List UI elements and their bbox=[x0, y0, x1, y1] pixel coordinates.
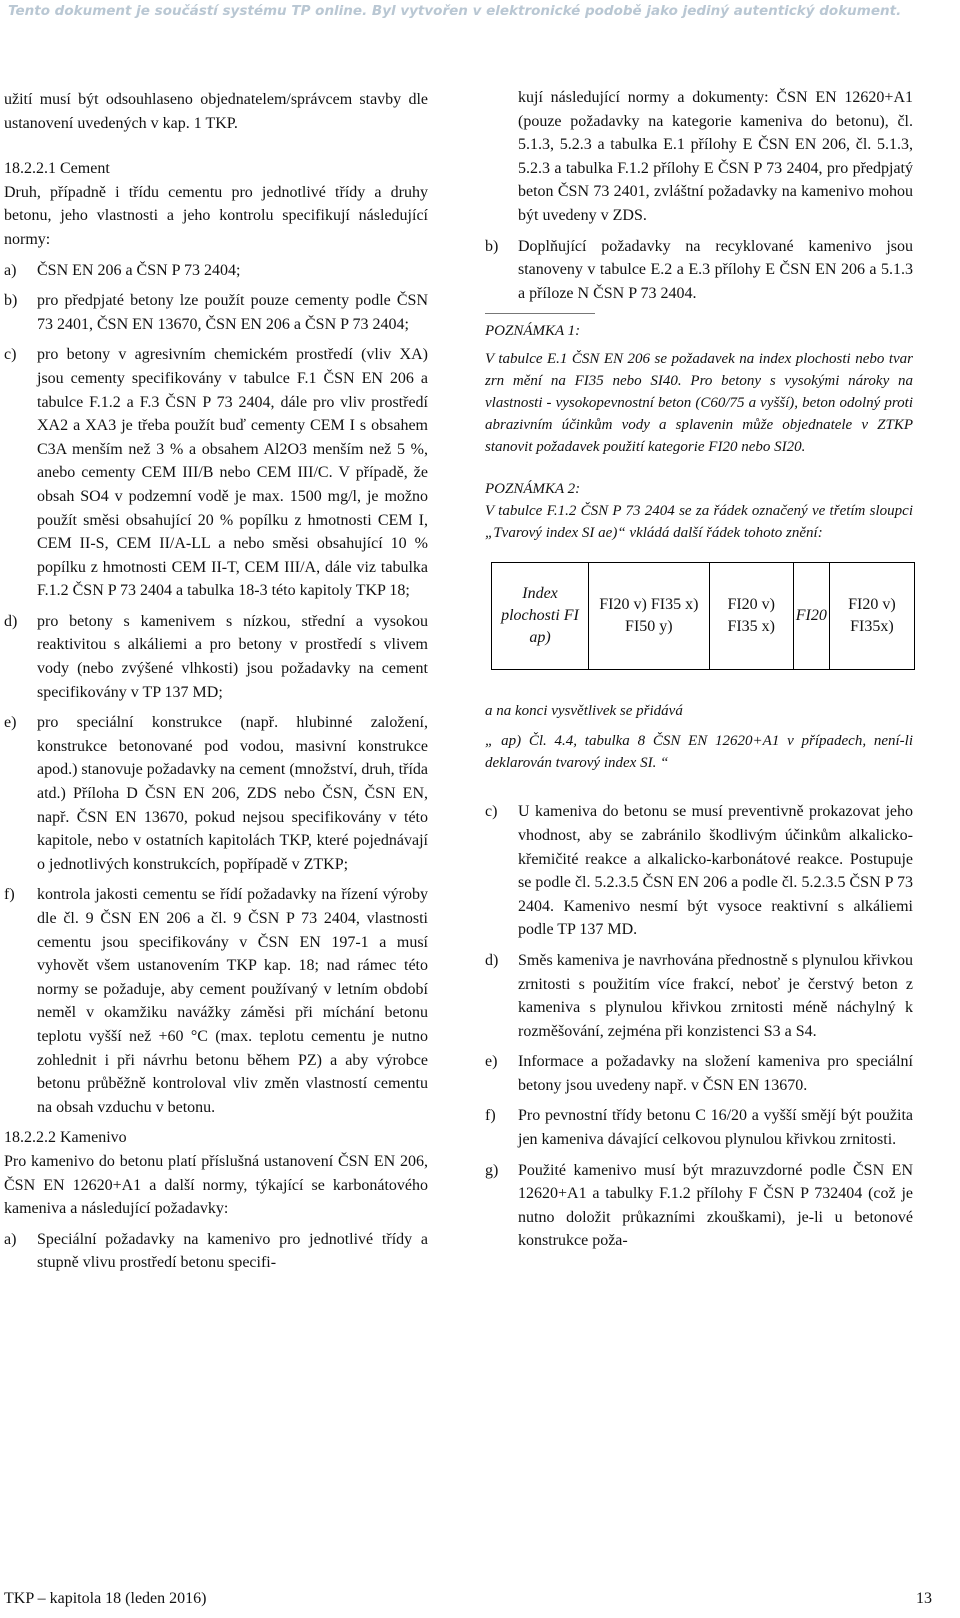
flatness-index-table bbox=[491, 562, 915, 670]
page-number: 13 bbox=[916, 1590, 932, 1607]
cement-item-f: f) kontrola jakosti cementu se řídí požadavky na řízení výroby dle čl. 9 ČSN EN 206 a čl. 9 ČSN P 73 2404, vlastnosti cementu jsou specifikovány v ČSN EN 197-1 a musí vyhovět všem ustanovením TKP kap. 18; nad rámec této normy se požaduje, aby cement používaný v letním období neměl v okamžiku navážky záměsi při míchání betonu teplotu vyšší než +60 °C (max. teplotu cementu je nutno zohlednit i při návrhu betonu během PZ) a aby výrobce betonu průběžně kontroloval vliv změn vlastností cementu na obsah vzduchu v betonu. bbox=[4, 886, 428, 1116]
note1-title: POZNÁMKA 1: bbox=[485, 323, 581, 340]
table-cell: FI20 bbox=[793, 563, 829, 670]
note2-title: POZNÁMKA 2: bbox=[485, 481, 581, 498]
banner-text: Tento dokument je součástí systému TP online. Byl vytvořen v elektronické podobě jako jediný autentický dokument. bbox=[8, 3, 902, 19]
kamenivo-item-a-continued: kují následující normy a dokumenty: ČSN EN 12620+A1 (pouze požadavky na kategorie kameniva do betonu), čl. 5.1.3, 5.2.3 a tabulka E.1 přílohy E ČSN EN 206, čl. 5.1.3, 5.2.3 a tabulka F.1.2 přílohy E ČSN P 73 2404, pro předpjatý beton ČSN 73 2401, zvláštní požadavky na kamenivo mohou být uvedeny v ZDS. bbox=[518, 89, 913, 224]
note-divider bbox=[485, 313, 595, 314]
kamenivo-item-e: e) Informace a požadavky na složení kameniva pro speciální betony jsou uvedeny např. v ČSN EN 13670. bbox=[485, 1053, 913, 1094]
kamenivo-item-c: c) U kameniva do betonu se musí preventivně prokazovat jeho vhodnost, aby se zabránilo škodlivým účinkům alkalicko-křemičité reakce a alkalicko-karbonátové reakce. Postupuje se podle čl. 5.2.3.5 ČSN EN 206 a podle čl. 5.2.3.5 ČSN P 73 2404. Kamenivo nesmí být vysoce reaktivní s alkáliemi podle TP 137 MD. bbox=[485, 803, 913, 939]
table-cell: FI20 v) FI35 x) bbox=[709, 563, 793, 670]
table-cell: FI20 v) FI35x) bbox=[829, 563, 914, 670]
footer-title: TKP – kapitola 18 (leden 2016) bbox=[4, 1590, 207, 1607]
kamenivo-heading: 18.2.2.2 Kamenivo bbox=[4, 1129, 127, 1147]
intro-paragraph: užití musí být odsouhlaseno objednatelem/správcem stavby dle ustanovení uvedených v kap. 1 TKP. bbox=[4, 91, 428, 132]
note2-text: V tabulce F.1.2 ČSN P 73 2404 se za řádek označený ve třetím sloupci „Tvarový index SI ae)“ vkládá další řádek tohoto znění: bbox=[485, 503, 913, 542]
kamenivo-item-b: b) Doplňující požadavky na recyklované kamenivo jsou stanoveny v tabulce E.2 a E.3 přílohy E ČSN EN 206 a 5.1.3 a příloze N ČSN P 73 2404. bbox=[485, 237, 913, 302]
page-footer bbox=[4, 1590, 932, 1608]
cement-item-c: c) pro betony v agresivním chemickém prostředí (vliv XA) jsou cementy specifikovány v tabulce F.1 ČSN EN 206 a tabulce F.1.2 a F.3 ČSN P 73 2404, dále pro vliv prostředí XA2 a XA3 je třeba použít buď cementy CEM I s obsahem C3A menším než 3 % a obsahem Al2O3 menším než 5 %, anebo cementy CEM III/B nebo CEM III/C. V případě, že obsah SO4 v podzemní vodě je max. 1500 mg/l, je možno použít směsi obsahující 20 % popílku z hmotnosti CEM I, CEM II-S, CEM II/A-LL a nebo směsi obsahující 10 % popílku z hmotnosti CEM II-T, CEM III/A, dále viz tabulka F.1.2 ČSN P 73 2404 a tabulka 18-3 této kapitoly TKP 18; bbox=[4, 346, 428, 600]
online-banner bbox=[0, 0, 960, 26]
table-row bbox=[492, 563, 915, 670]
cement-intro: Druh, případně i třídu cementu pro jednotlivé třídy a druhy betonu, jeho vlastnosti a jeho kontrolu specifikují následující normy: bbox=[4, 183, 428, 248]
cement-item-e: e) pro speciální konstrukce (např. hlubinné založení, konstrukce betonované pod vodou, masivní konstrukce apod.) stanovuje požadavky na cement (množství, druh, třída atd.) Příloha D ČSN EN 206, ZDS nebo ČSN, ČSN EN, např. ČSN EN 13670, pokud nejsou specifikovány v této kapitole, nebo v ostatních kapitolách TKP, které pojednávají o jednotlivých konstrukcích, popřípadě v ZTKP; bbox=[4, 714, 428, 873]
table-cell-label: Index plochosti FI ap) bbox=[492, 563, 589, 670]
right-column bbox=[485, 86, 913, 1260]
note1-text: V tabulce E.1 ČSN EN 206 se požadavek na index plochosti nebo tvar zrn mění na FI35 nebo SI40. Pro betony s vysokými nároky na vlastnosti - vysokopevnostní beton (C60/75 a vyšší), beton odolný proti abrazivním účinkům vody a splavenin může objednatele v ZTKP stanovit požadavek použití kategorie FI20 nebo SI20. bbox=[485, 351, 913, 456]
cement-item-d: d) pro betony s kamenivem s nízkou, střední a vysokou reaktivitou s alkáliemi a pro betony v prostředí s vlivem vody (nebo zvýšené vlhkosti) jsou požadavky na cement specifikovány v TP 137 MD; bbox=[4, 612, 428, 701]
kamenivo-item-a: a) Speciální požadavky na kamenivo pro jednotlivé třídy a stupně vlivu prostředí betonu specifi- bbox=[4, 1230, 428, 1272]
after-table-footnote: „ ap) Čl. 4.4, tabulka 8 ČSN EN 12620+A1 v případech, není-li deklarován tvarový index SI. “ bbox=[485, 733, 913, 772]
after-table-line: a na konci vysvětlivek se přidává bbox=[485, 703, 683, 720]
cement-item-b: b) pro předpjaté betony lze použít pouze cementy podle ČSN 73 2401, ČSN EN 13670, ČSN EN 206 a ČSN P 73 2404; bbox=[4, 292, 428, 333]
cement-item-a: a) ČSN EN 206 a ČSN P 73 2404; bbox=[4, 261, 241, 279]
cement-heading: 18.2.2.1 Cement bbox=[4, 160, 110, 178]
kamenivo-item-f: f) Pro pevnostní třídy betonu C 16/20 a vyšší smějí být použita jen kameniva dávající celkovou plynulou křivkou zrnitosti. bbox=[485, 1107, 913, 1149]
kamenivo-item-d: d) Směs kameniva je navrhována přednostně s plynulou křivkou zrnitosti s použitím více frakcí, neboť je čerstvý beton z kameniva s plynulou křivkou zrnitosti méně náchylný k rozměšování, zejména při konzistenci S3 a S4. bbox=[485, 951, 913, 1040]
kamenivo-item-g: g) Použité kamenivo musí být mrazuvzdorné podle ČSN EN 12620+A1 a tabulky F.1.2 přílohy F ČSN P 732404 (což je nutno doložit průkazními zkouškami), je-li u betonové konstrukce poža- bbox=[485, 1161, 913, 1250]
table-cell: FI20 v) FI35 x) FI50 y) bbox=[589, 563, 710, 670]
kamenivo-intro: Pro kamenivo do betonu platí příslušná ustanovení ČSN EN 206, ČSN EN 12620+A1 a další normy, týkající se karbonátového kameniva a následující požadavky: bbox=[4, 1152, 428, 1218]
left-column bbox=[4, 88, 428, 1282]
